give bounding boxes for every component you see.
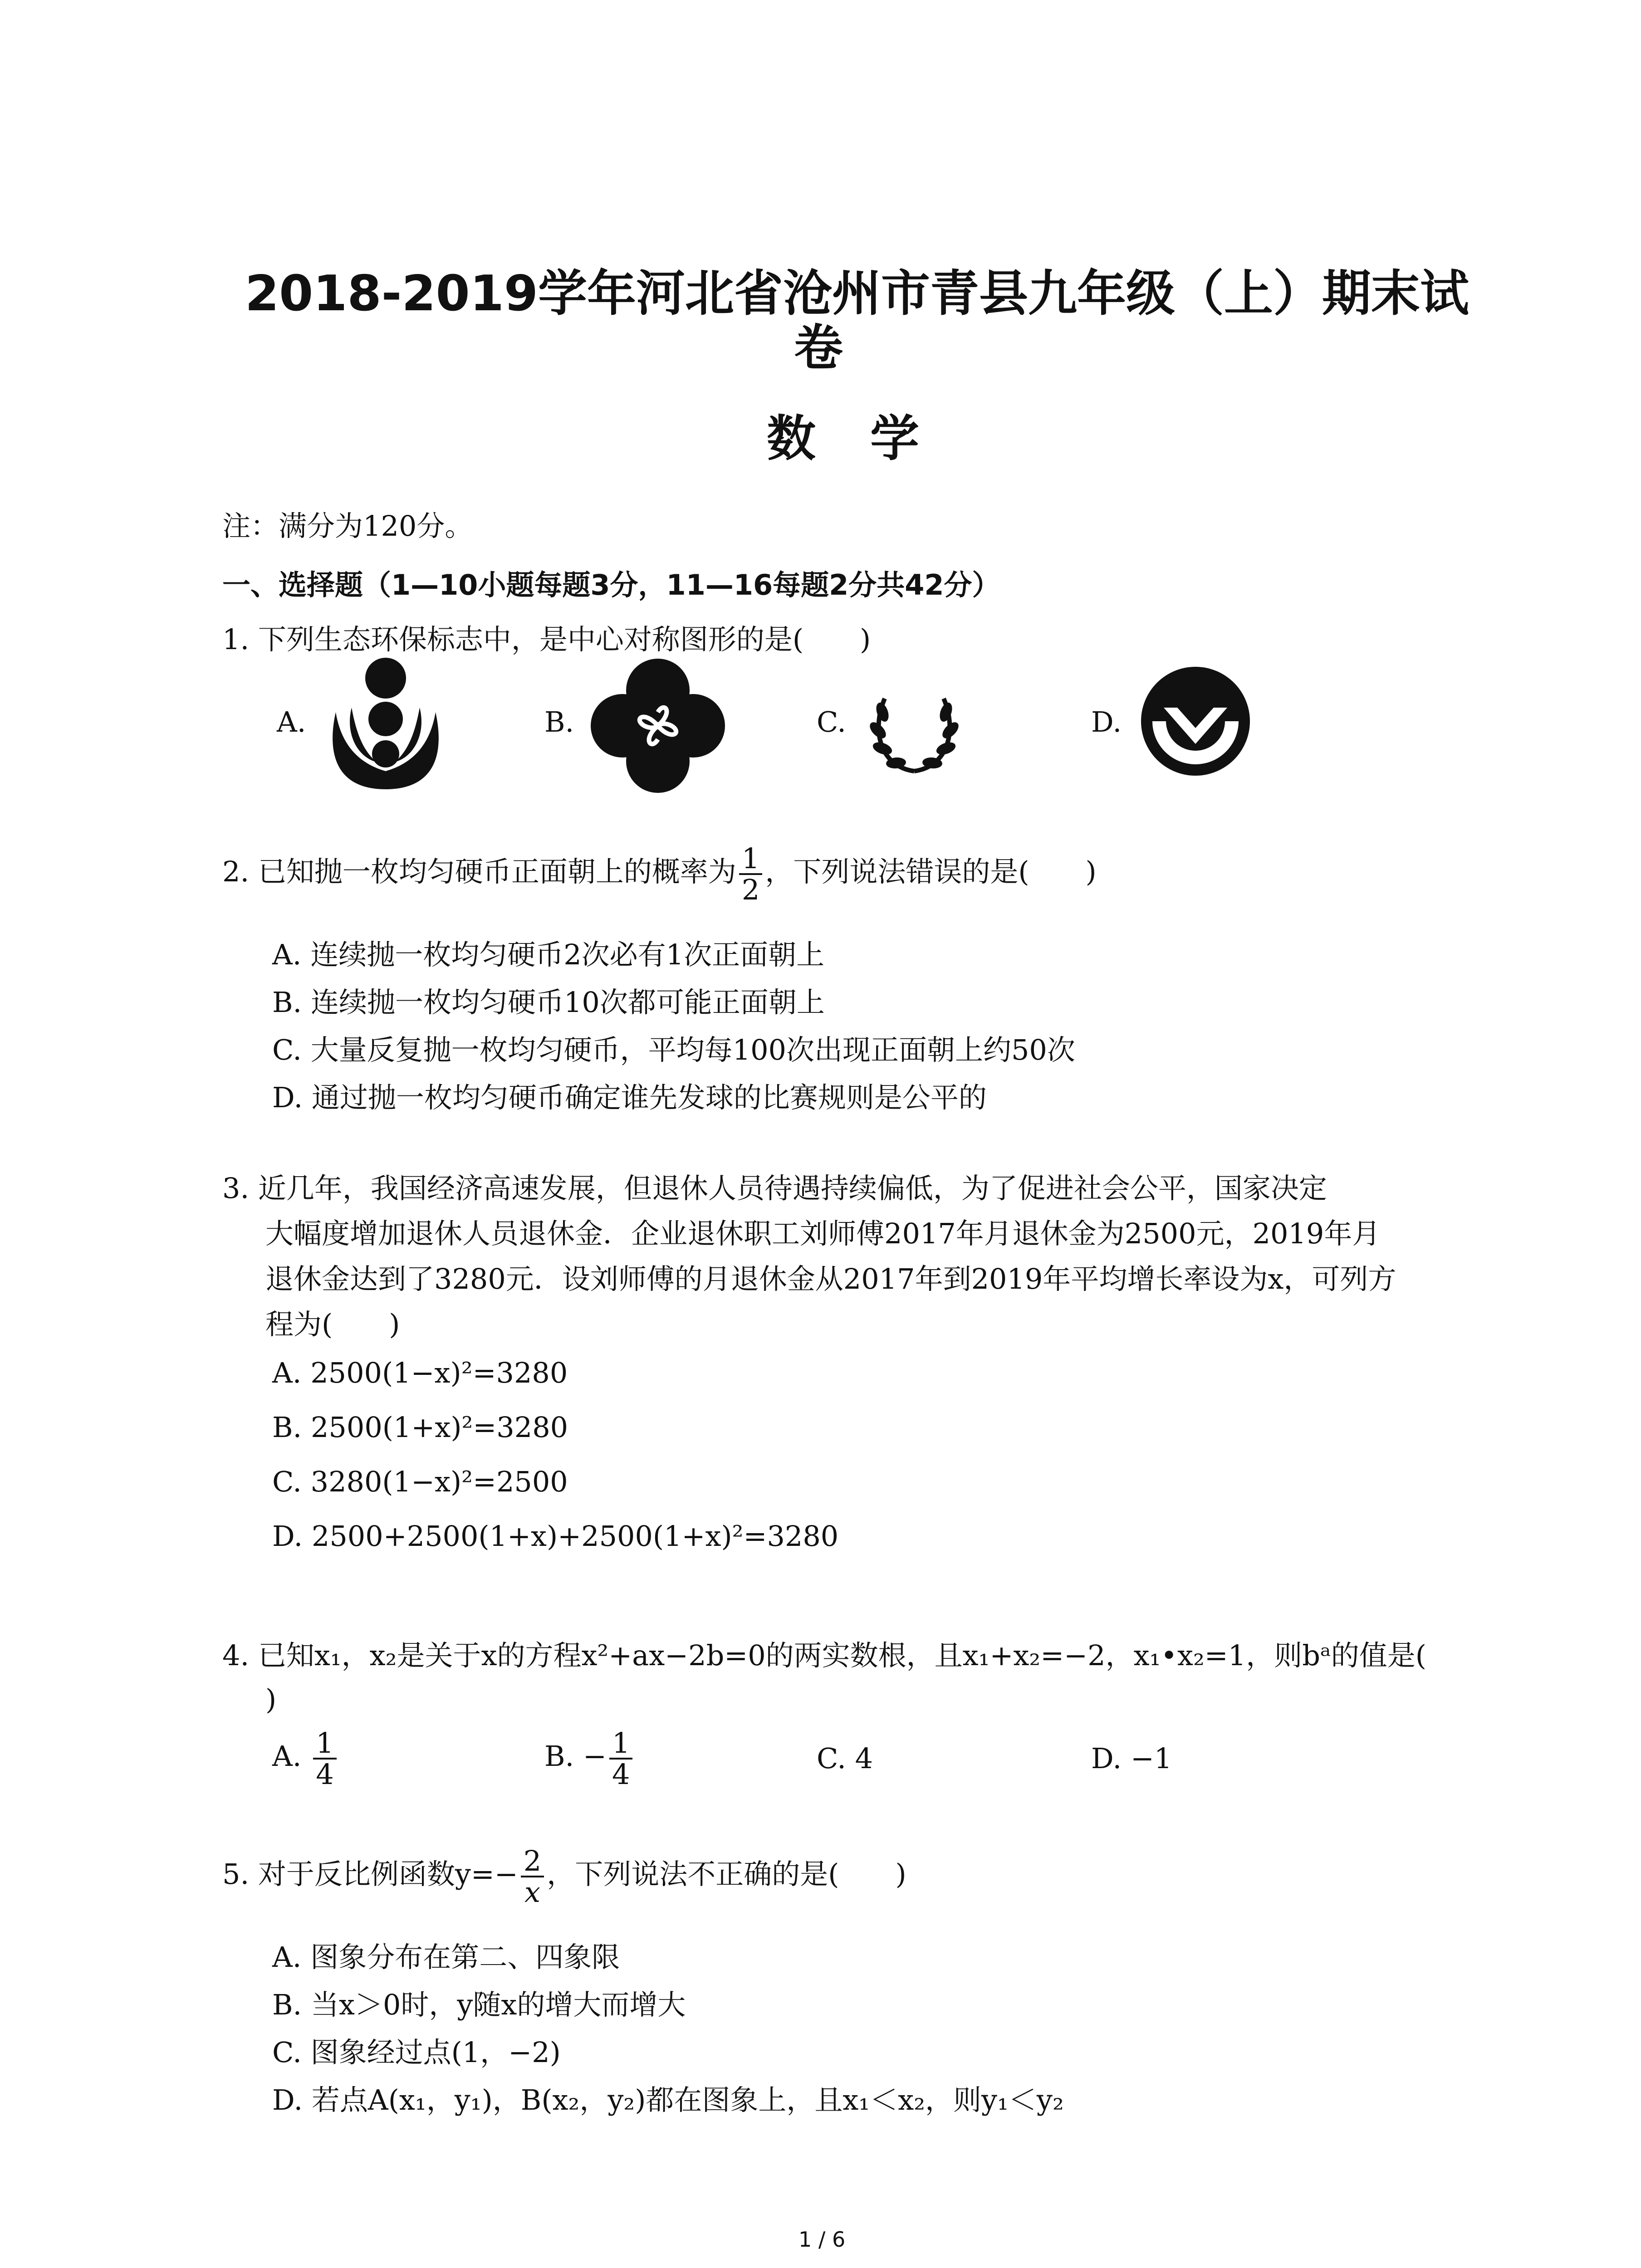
- q4-option-b-sign: −: [583, 1740, 607, 1773]
- q3-option-d: D. 2500+2500(1+x)+2500(1+x)²=3280: [272, 1520, 839, 1553]
- q4-option-b-fraction: [609, 1728, 632, 1789]
- q2-option-d: D. 通过抛一枚均匀硬币确定谁先发球的比赛规则是公平的: [272, 1081, 987, 1114]
- q4-line-1: 4. 已知x₁，x₂是关于x的方程x²+ax−2b=0的两实数根，且x₁+x₂=−2，x₁•x₂=1，则bᵃ的值是(: [222, 1639, 1426, 1672]
- q2-option-b: B. 连续抛一枚均匀硬币10次都可能正面朝上: [272, 986, 825, 1019]
- q1-option-a-label: A.: [277, 705, 306, 738]
- eco-sign-c-icon: [862, 676, 966, 780]
- q5-option-c: C. 图象经过点(1，−2): [272, 2036, 561, 2069]
- section-heading: 一、选择题（1—10小题每题3分，11—16每题2分共42分）: [222, 568, 1000, 601]
- q3-option-c: C. 3280(1−x)²=2500: [272, 1465, 568, 1498]
- eco-sign-a-icon: [318, 653, 454, 798]
- q3-option-a: A. 2500(1−x)²=3280: [272, 1356, 568, 1389]
- q2-fraction-num: 1: [739, 844, 762, 875]
- q4-option-d-label: D.: [1091, 1742, 1122, 1775]
- q4-option-c-value: 4: [855, 1742, 873, 1775]
- q4-option-a-fraction: [313, 1728, 336, 1789]
- q3-line-4: 程为( ): [265, 1308, 400, 1341]
- q4-line-2: ): [265, 1683, 277, 1716]
- q1-stem: 1. 下列生态环保标志中，是中心对称图形的是( ): [222, 623, 871, 656]
- q4-option-a: [272, 1728, 339, 1789]
- q5-stem: [222, 1846, 906, 1907]
- q5-option-a: A. 图象分布在第二、四象限: [272, 1941, 620, 1974]
- score-note: 注：满分为120分。: [222, 509, 473, 543]
- q3-line-1: 3. 近几年，我国经济高速发展，但退休人员待遇持续偏低，为了促进社会公平，国家决定: [222, 1172, 1327, 1205]
- q3-option-b: B. 2500(1+x)²=3280: [272, 1411, 568, 1444]
- q5-fraction: [521, 1846, 544, 1907]
- page-number: 1 / 6: [798, 2227, 846, 2252]
- q4-option-b-num: 1: [609, 1728, 632, 1760]
- q1-option-c-label: C.: [817, 705, 846, 738]
- q4-option-c: [817, 1742, 873, 1775]
- q5-option-d: D. 若点A(x₁，y₁)，B(x₂，y₂)都在图象上，且x₁＜x₂，则y₁＜y₂: [272, 2083, 1064, 2116]
- page-title-line2: 卷: [794, 320, 843, 376]
- page-title-line1: 2018-2019学年河北省沧州市青县九年级（上）期末试: [245, 265, 1469, 322]
- q4-option-a-num: 1: [313, 1728, 336, 1760]
- q5-fraction-num: 2: [521, 1846, 544, 1877]
- q4-option-b: [544, 1728, 635, 1789]
- q4-option-d-value: −1: [1130, 1742, 1172, 1775]
- q2-fraction: [739, 842, 762, 907]
- q4-option-a-label: A.: [272, 1740, 302, 1773]
- q2-fraction-den: 2: [741, 873, 760, 907]
- q5-stem-post: ，下列说法不正确的是( ): [547, 1857, 906, 1891]
- q5-option-b: B. 当x＞0时，y随x的增大而增大: [272, 1988, 686, 2021]
- q4-option-c-label: C.: [817, 1742, 846, 1775]
- q4-option-d: [1091, 1742, 1172, 1775]
- q2-stem-post: ，下列说法错误的是( ): [765, 855, 1097, 889]
- q3-line-2: 大幅度增加退休人员退休金．企业退休职工刘师傅2017年月退休金为2500元，2019年月: [265, 1217, 1381, 1250]
- q3-line-3: 退休金达到了3280元．设刘师傅的月退休金从2017年到2019年平均增长率设为x，可列方: [265, 1262, 1396, 1295]
- subject-heading: 数学: [767, 411, 974, 467]
- eco-sign-d-icon: [1139, 665, 1252, 778]
- q1-option-d-label: D.: [1091, 705, 1122, 738]
- q4-option-b-label: B.: [544, 1740, 574, 1773]
- q5-fraction-den: x: [524, 1876, 540, 1909]
- q2-option-c: C. 大量反复抛一枚均匀硬币，平均每100次出现正面朝上约50次: [272, 1033, 1075, 1066]
- q2-option-a: A. 连续抛一枚均匀硬币2次必有1次正面朝上: [272, 938, 825, 971]
- q4-option-b-den: 4: [612, 1758, 630, 1791]
- q2-stem-pre: 2. 已知抛一枚均匀硬币正面朝上的概率为: [222, 855, 736, 889]
- q1-option-b-label: B.: [544, 705, 574, 738]
- eco-sign-b-icon: [590, 658, 726, 794]
- q5-stem-pre: 5. 对于反比例函数y=−: [222, 1857, 518, 1891]
- q2-stem: [222, 842, 1097, 907]
- q4-option-a-den: 4: [316, 1758, 334, 1791]
